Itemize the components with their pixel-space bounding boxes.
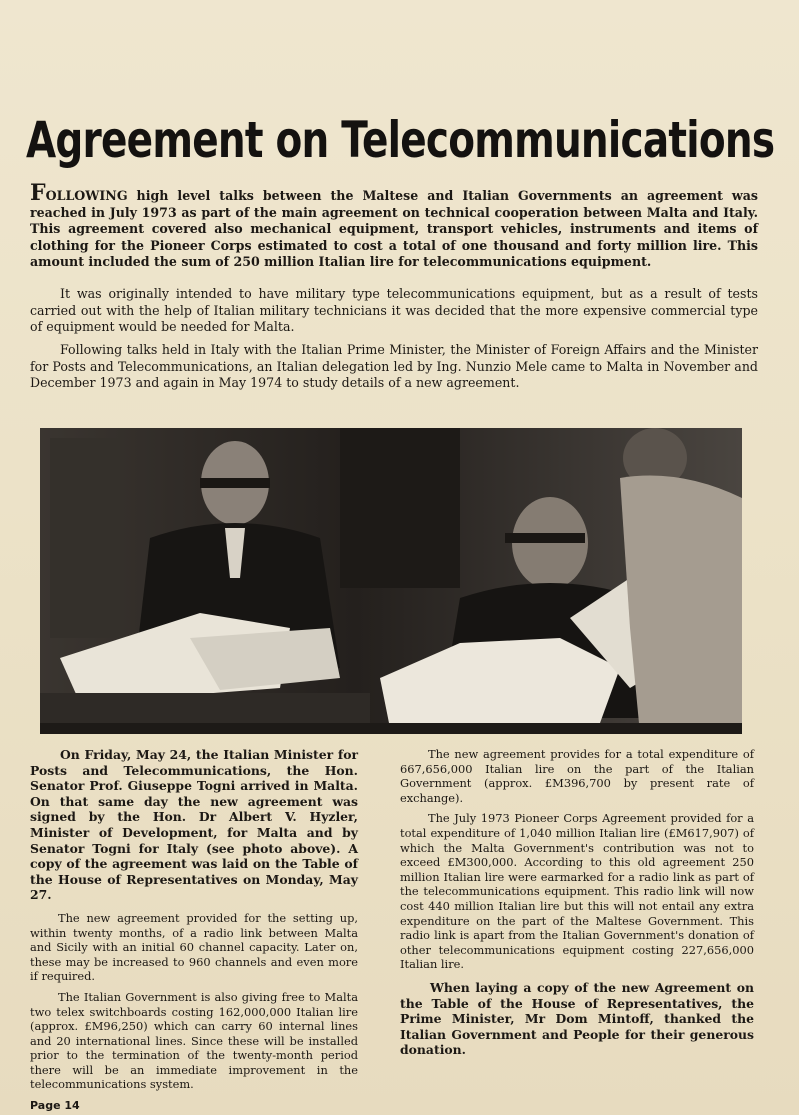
photo-illustration	[40, 428, 742, 734]
right-paragraph-1: The new agreement provides for a total expenditure of 667,656,000 Italian lire on the part of the Italian Government (approx. £M396,700 by present rate of exchange).	[400, 747, 754, 805]
woman-figure	[620, 476, 742, 735]
left-column	[30, 747, 358, 1098]
body-paragraph-3: Following talks held in Italy with the Italian Prime Minister, the Minister of Foreign Affairs and the Minister for Posts and Telecommunications, an Italian delegation led by Ing. Nunzio Mele came to Malta in November and December 1973 and again in May 1974 to study details of a new agreement.	[30, 342, 758, 390]
left-lead-paragraph: On Friday, May 24, the Italian Minister for Posts and Telecommunications, the Hon. Senator Prof. Giuseppe Togni arrived in Malta. On that same day the new agreement was signed by the Hon. Dr Albert V. Hyzler, Minister of Development, for Malta and by Senator Togni for Italy (see photo above). A copy of the agreement was laid on the Table of the House of Representatives on Monday, May 27.	[30, 747, 358, 903]
left-paragraph-2: The Italian Government is also giving free to Malta two telex switchboards costing 162,000,000 Italian lire (approx. £M96,250) which can carry 60 internal lines and 20 international lines. Since these will be installed prior to the termination of the twenty-month period there will be an immediate improvement in the telecommunications system.	[30, 989, 358, 1092]
intro-text: OLLOWING high level talks between the Maltese and Italian Governments an agreement was reached in July 1973 as part of the main agreement on technical cooperation between Malta and Italy. This agreement covered also mechanical equipment, transport vehicles, instruments and items of clothing for the Pioneer Corps estimated to cost a total of one thousand and forty million lire. This amount included the sum of 250 million Italian lire for telecommunications equipment.	[30, 188, 758, 269]
intro-paragraph	[30, 180, 758, 271]
closing-paragraph: When laying a copy of the new Agreement on the Table of the House of Representatives, the Prime Minister, Mr Dom Mintoff, thanked the Italian Government and People for their generous donation.	[400, 979, 754, 1058]
right-column	[400, 747, 754, 1064]
drop-cap: F	[30, 180, 46, 206]
article-title: Agreement on Telecommunications	[26, 111, 775, 169]
page-number: Page 14	[30, 1099, 80, 1112]
body-paragraph-2: It was originally intended to have military type telecommunications equipment, but as a result of tests carried out with the help of Italian military technicians it was decided that the more expensive commercial type of equipment would be needed for Malta.	[30, 286, 758, 334]
left-paragraph-1: The new agreement provided for the setting up, within twenty months, of a radio link between Malta and Sicily with an initial 60 channel capacity. Later on, these may be increased to 960 channels and even more if required.	[30, 910, 358, 984]
signing-ceremony-photo	[40, 428, 742, 734]
right-paragraph-2: The July 1973 Pioneer Corps Agreement provided for a total expenditure of 1,040 million Italian lire (£M617,907) of which the Malta Government's contribution was not to exceed £M300,000. According to this old agreement 250 million Italian lire were earmarked for a radio link as part of the telecommunications equipment. This radio link will now cost 440 million Italian lire but this will not entail any extra expenditure on the part of the Maltese Government. This radio link is apart from the Italian Government's donation of other telecommunications equipment costing 227,656,000 Italian lire.	[400, 811, 754, 972]
